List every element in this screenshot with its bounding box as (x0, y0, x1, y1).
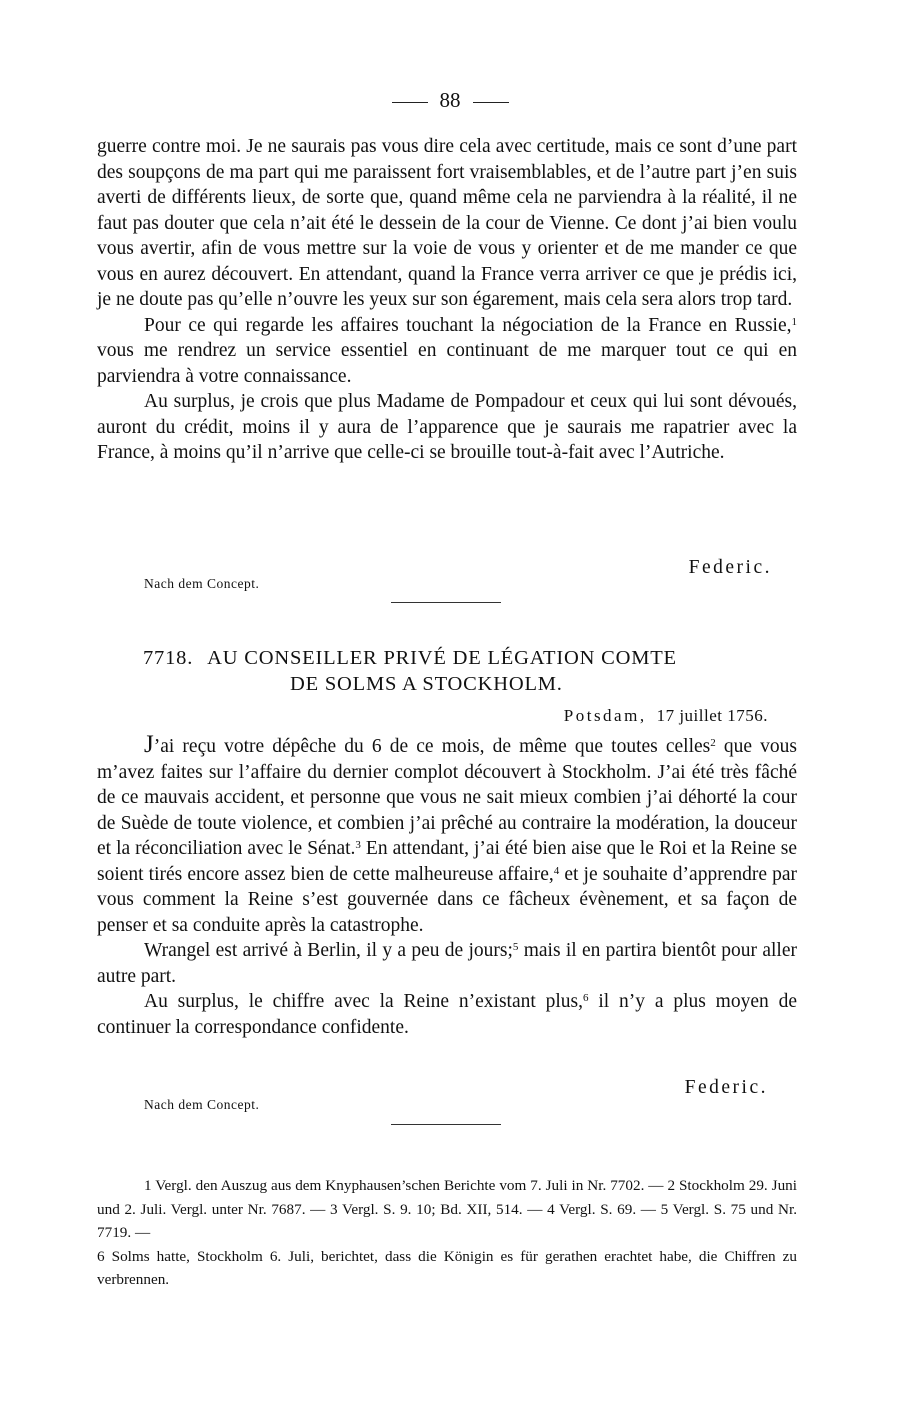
footnotes (97, 1174, 797, 1292)
paragraph-text: il n’y a plus moyen de continuer la correspondance confidente. (97, 991, 798, 1038)
signature: Federic. (684, 1077, 768, 1098)
paragraph-text: Pour ce qui regarde les affaires touchant la négociation de la France en Russie, (144, 314, 792, 336)
footnote-mark: 1 (791, 315, 797, 328)
paragraph-text: et je souhaite d’apprendre par vous comment la Reine s’est gouvernée dans ce fâcheux évènement, et sa façon de penser et sa conduite après la catastrophe. (97, 863, 797, 936)
paragraph-text: vous me rendrez un service essentiel en continuant de me marquer tout ce qui en parviendra à votre connaissance. (97, 340, 797, 387)
page-number-dash-right (473, 102, 509, 103)
heading-line-2: DE SOLMS A STOCKHOLM. (290, 673, 563, 695)
heading-line-1 (143, 645, 753, 671)
section-divider (391, 1124, 501, 1125)
letter-heading (143, 645, 753, 697)
paragraph-text: mais il en partira bientôt pour aller autre part. (97, 940, 797, 987)
footnote-mark: 3 (355, 839, 361, 851)
footnote-mark: 4 (553, 864, 560, 877)
paragraph (97, 938, 797, 989)
paragraph-text: ’ai reçu votre dépêche du 6 de ce mois, de même que toutes celles (153, 736, 711, 757)
heading-title: AU CONSEILLER PRIVÉ DE LÉGATION COMTE (207, 647, 677, 669)
paragraph (97, 732, 797, 938)
footnote-mark: 5 (512, 941, 519, 953)
footnote: 6 Solms hatte, Stockholm 6. Juli, berichtet, dass die Königin es für gerathen erachtet habe, die Chiffren zu verbrennen. (97, 1247, 797, 1288)
paragraph-text: Wrangel est arrivé à Berlin, il y a peu de jours; (144, 940, 513, 961)
dateline-place: Potsdam, (563, 706, 647, 725)
footnote-mark: 2 (710, 737, 716, 749)
footnote-mark: 6 (583, 992, 589, 1004)
dateline (564, 706, 768, 726)
paragraph-text: En attendant, j’ai été bien aise que le Roi et la Reine se soient tirés encore assez bien de cette malheureuse affaire, (97, 838, 797, 885)
source-note: Nach dem Concept. (144, 576, 260, 591)
section-divider (391, 602, 501, 603)
page-number-value: 88 (439, 88, 461, 112)
paragraph: Au surplus, je crois que plus Madame de Pompadour et ceux qui lui sont dévoués, auront du crédit, moins il y aura de l’apparence que je saurais me rapatrier avec la France, à moins qu’il n’arrive que celle-ci se brouille tout-à-fait avec l’Autriche. (97, 391, 797, 463)
paragraph: guerre contre moi. Je ne saurais pas vous dire cela avec certitude, mais ce sont d’une part des soupçons de ma part qui me paraissent fort vraisemblables, et de l’autre part j’en suis averti de différents lieux, de sorte que, quand même cela ne parviendra à la réalité, il ne faut pas douter que cela n’ait été le dessein de la cour de Vienne. Ce dont j’ai bien voulu vous avertir, afin de vous mettre sur la voie de vous y orienter et de me mander ce que vous en aurez découvert. En attendant, quand la France verra arriver ce que je prédis ici, je ne doute pas qu’elle n’ouvre les yeux sur son égarement, mais cela sera alors trop tard. (97, 136, 797, 310)
signature: Federic. (688, 557, 772, 578)
paragraph-text: Au surplus, le chiffre avec la Reine n’existant plus, (144, 991, 583, 1012)
drop-capital: J (144, 731, 154, 758)
paragraph (97, 313, 797, 390)
page-number-dash-left (392, 102, 428, 103)
source-note: Nach dem Concept. (144, 1097, 260, 1112)
letter-body (97, 732, 797, 1040)
paragraph-text: que vous m’avez faites sur l’affaire du dernier complot découvert à Stockholm. J’ai été très fâché de ce mauvais accident, et personne que vous ne sait mieux combien j’ai déhorté la cour de Suède de toute violence, et combien j’ai prêché au contraire la modération, la douceur et la réconciliation avec le Sénat. (97, 736, 797, 859)
letter-continuation (97, 134, 797, 466)
paragraph (97, 989, 797, 1040)
footnote: 1 Vergl. den Auszug aus dem Knyphausen’schen Berichte vom 7. Juli in Nr. 7702. — 2 Stockholm 29. Juni und 2. Juli. Vergl. unter Nr. 7687. — 3 Vergl. S. 9. 10; Bd. XII, 514. — 4 Vergl. S. 69. — 5 Vergl. S. 75 und Nr. 7719. — (97, 1177, 797, 1241)
letter-number: 7718. (143, 647, 194, 669)
dateline-date: 17 juillet 1756. (656, 706, 768, 725)
page-number (0, 88, 900, 113)
